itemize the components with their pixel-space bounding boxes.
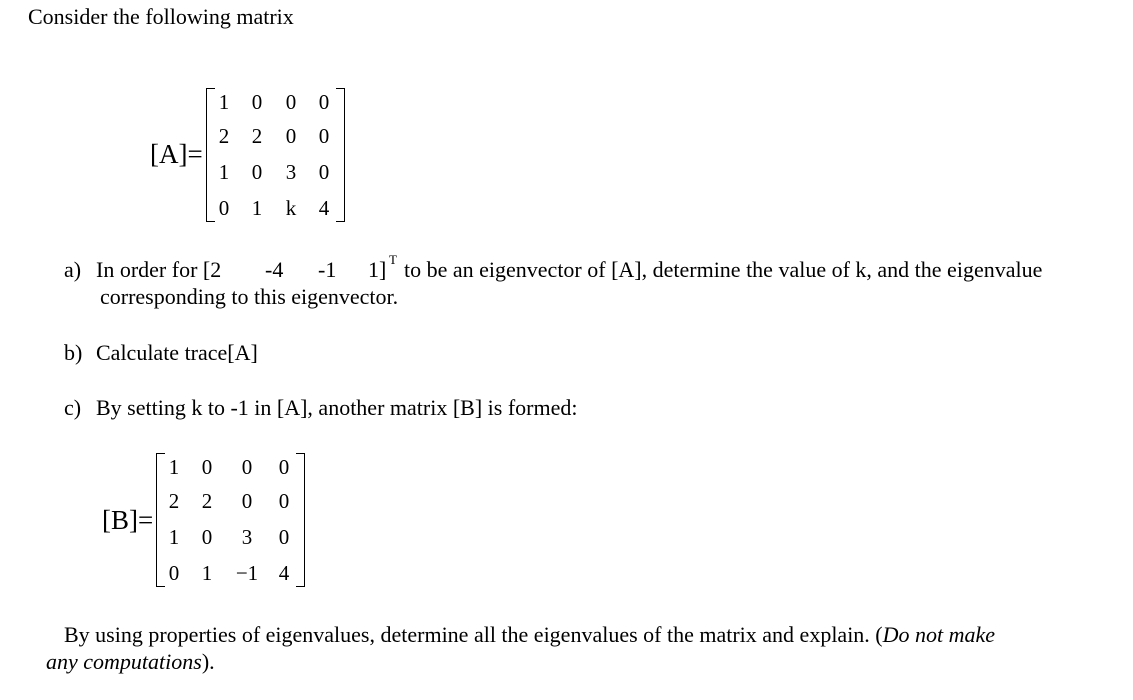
matrix-a-cell: 4	[318, 196, 330, 220]
matrix-b-label: [B]=	[102, 505, 154, 535]
matrix-b-cell: 0	[201, 455, 213, 479]
matrix-a-cell: k	[285, 196, 297, 220]
matrix-a-cell: 3	[285, 160, 297, 184]
intro-text: Consider the following matrix	[28, 4, 294, 29]
part-b-prefix: b)	[64, 340, 83, 365]
part-a-line1-end: to be an eigenvector of [A], determine the value of k, and the eigenvalue	[404, 257, 1043, 282]
part-a-vector-3: -1	[318, 257, 337, 282]
matrix-a-cell: 0	[318, 160, 330, 184]
matrix-a-cell: 0	[251, 160, 263, 184]
matrix-b-cell: 1	[168, 525, 180, 549]
matrix-b-cell: 4	[278, 561, 290, 585]
closing-end: ).	[201, 649, 215, 674]
matrix-b-cell: 2	[168, 489, 180, 513]
part-a-vector-2: -4	[265, 257, 284, 282]
part-a-vector-4: 1]	[368, 257, 387, 282]
part-a-line2: corresponding to this eigenvector.	[100, 284, 399, 309]
matrix-a-cell: 1	[218, 160, 230, 184]
matrix-b-cell: 0	[278, 525, 290, 549]
matrix-a-cell: 1	[218, 90, 230, 114]
matrix-b-cell: 1	[201, 561, 213, 585]
matrix-a-cell: 0	[285, 124, 297, 148]
matrix-a-cell: 1	[251, 196, 263, 220]
part-a-line1-start: In order for [2	[96, 257, 222, 282]
matrix-a-cell: 2	[251, 124, 263, 148]
closing-line1	[64, 621, 995, 649]
matrix-a-cell: 0	[285, 90, 297, 114]
matrix-b-cell: 0	[241, 489, 253, 513]
matrix-b-cell: 0	[168, 561, 180, 585]
matrix-b-cell: 0	[241, 455, 253, 479]
matrix-a-cell: 2	[218, 124, 230, 148]
part-c-prefix: c)	[64, 395, 82, 420]
closing-line2	[46, 648, 215, 676]
matrix-b-cell: 0	[278, 489, 290, 513]
matrix-b-cell: −1	[235, 561, 259, 585]
closing-italic-1: Do not make	[882, 622, 996, 647]
matrix-a-cell: 0	[218, 196, 230, 220]
closing-text: By using properties of eigenvalues, determine all the eigenvalues of the matrix and explain. (	[64, 622, 883, 647]
matrix-b-cell: 1	[168, 455, 180, 479]
matrix-a-label: [A]=	[150, 139, 203, 169]
matrix-b-cell: 3	[241, 525, 253, 549]
matrix-a-cell: 0	[318, 124, 330, 148]
matrix-b	[156, 453, 305, 587]
part-a-prefix: a)	[64, 257, 82, 282]
matrix-a-cell: 0	[318, 90, 330, 114]
matrix-b-cell: 2	[201, 489, 213, 513]
closing-italic-2: any computations	[46, 649, 202, 674]
part-c-text: By setting k to -1 in [A], another matrix [B] is formed:	[96, 395, 578, 420]
matrix-b-cell: 0	[201, 525, 213, 549]
matrix-a-cell: 0	[251, 90, 263, 114]
part-b-text: Calculate trace[A]	[96, 340, 258, 365]
transpose-superscript: T	[389, 252, 397, 267]
matrix-b-cell: 0	[278, 455, 290, 479]
matrix-a	[206, 88, 345, 222]
